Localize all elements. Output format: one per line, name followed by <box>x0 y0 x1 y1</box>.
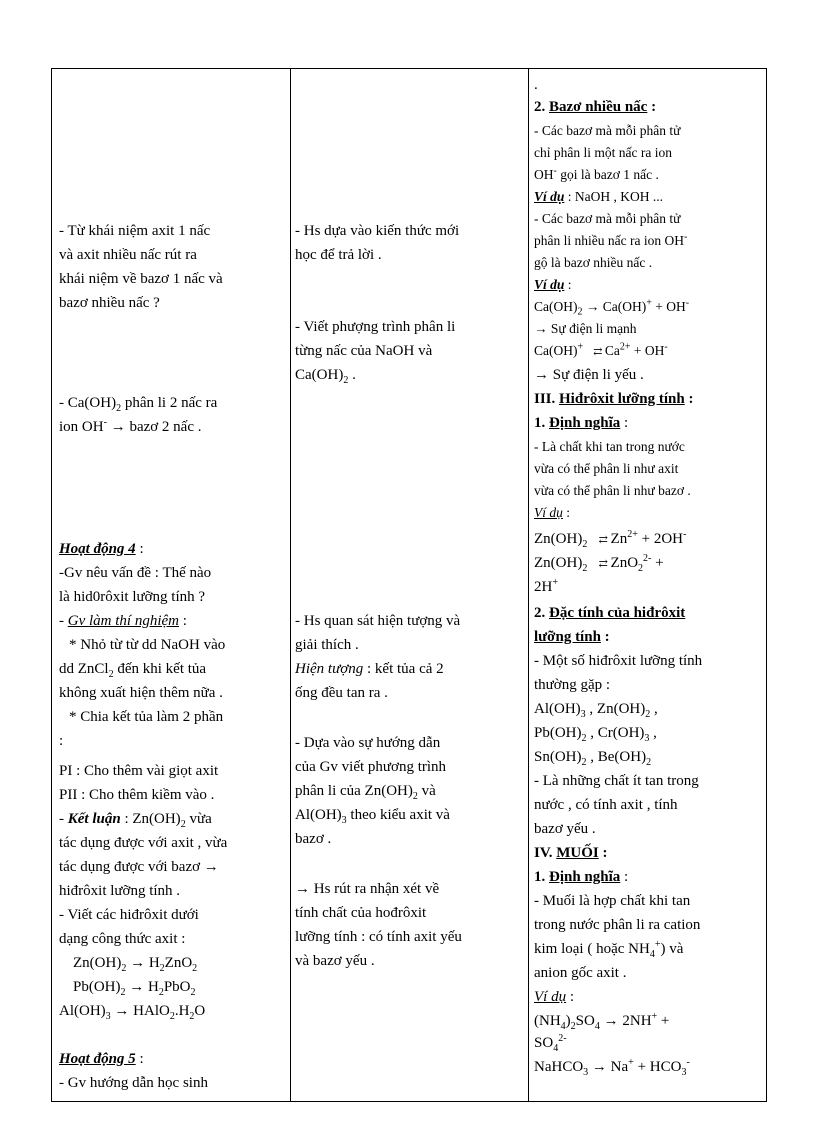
text-line: $Al(OH)_3$ theo kiểu axit và <box>295 807 450 826</box>
text-line: học để trả lời . <box>295 247 382 263</box>
text-line: $Al(OH)_3$ , $Zn(OH)_2$ , <box>534 701 658 720</box>
text-line: → Hs rút ra nhận xét về <box>295 881 440 897</box>
text-line: kim loại ( hoặc $NH_4^+$) và <box>534 939 684 960</box>
activity-4-heading: Hoạt động 4 : <box>59 541 144 557</box>
text-line: - Viết phượng trình phân li <box>295 319 456 335</box>
section-heading: IV. MUỐI : <box>534 845 608 861</box>
text-line: $Pb(OH)_2 \to H_2PbO_2$ <box>73 979 196 998</box>
text-line: hiđrôxit lưỡng tính . <box>59 883 181 899</box>
text-line: $(NH_4)_2SO_4 \to 2NH^+$ + <box>534 1011 670 1032</box>
text-line: bazơ . <box>295 831 332 847</box>
text-line: $Ca(OH)_2$ . <box>295 367 356 386</box>
text-line: - Gv làm thí nghiệm : <box>59 613 187 629</box>
text-line: giải thích . <box>295 637 359 653</box>
text-line: -Gv nêu vấn đề : Thế nào <box>59 565 212 581</box>
column-divider-2 <box>528 69 529 1101</box>
text-line: vừa có thể phân li như bazơ . <box>534 483 691 498</box>
text-line: - Gv hướng dẫn học sinh <box>59 1075 208 1091</box>
text-line: Ví dụ : <box>534 505 571 520</box>
text-line: PII : Cho thêm kiềm vào . <box>59 787 215 803</box>
text-line: lưỡng tính : có tính axit yếu <box>295 929 462 945</box>
text-line: thường gặp : <box>534 677 611 693</box>
text-line: tính chất của hođrôxit <box>295 905 427 921</box>
teacher-activity-column <box>59 69 287 1101</box>
text-line: anion gốc axit . <box>534 965 627 981</box>
subsection-heading: 1. Định nghĩa : <box>534 415 629 431</box>
text-line: * Chia kết tủa làm 2 phần <box>69 709 224 725</box>
content-column <box>534 69 766 1101</box>
text-line: - Là những chất ít tan trong <box>534 773 699 789</box>
text-line: $Zn(OH)_2$ ⇄ $Zn^{2+} + 2OH^-$ <box>534 529 687 550</box>
text-line: phân li nhiều nấc ra ion OH- <box>534 231 688 248</box>
equilibrium-arrow-icon: ⇄ <box>593 346 602 358</box>
text-line: - Các bazơ mà mỗi phân tử <box>534 211 681 226</box>
text-line: - Từ khái niệm axit 1 nấc <box>59 223 211 239</box>
text-line: . <box>534 77 538 93</box>
text-line: * Nhỏ từ từ dd NaOH vào <box>69 637 226 653</box>
text-line: - Một số hiđrôxit lưỡng tính <box>534 653 703 669</box>
text-line: Ví dụ : <box>534 277 572 292</box>
text-line: - $Ca(OH)_2$ phân li 2 nấc ra <box>59 395 218 414</box>
text-line: - Hs dựa vào kiến thức mới <box>295 223 460 239</box>
text-line: vừa có thể phân li như axit <box>534 461 679 476</box>
text-line: Ca(OH)+ ⇄ $Ca^{2+} + OH^-$ <box>534 341 668 358</box>
text-line: ống đều tan ra . <box>295 685 388 701</box>
activity-5-heading: Hoạt động 5 : <box>59 1051 144 1067</box>
text-line: : <box>59 733 64 749</box>
text-line: Ví dụ : <box>534 989 575 1005</box>
text-line: OH- gọi là bazơ 1 nấc . <box>534 165 659 182</box>
text-line: dd ZnCl$_2$ đến khi kết tủa <box>59 661 207 680</box>
text-line: - Muối là hợp chất khi tan <box>534 893 691 909</box>
text-line: gộ là bazơ nhiều nấc . <box>534 255 653 270</box>
text-line: và axit nhiều nấc rút ra <box>59 247 197 263</box>
text-line: tác dụng được với bazơ → <box>59 859 219 875</box>
text-line: tác dụng được với axit , vừa <box>59 835 228 851</box>
text-line: 2H+ <box>534 577 558 595</box>
text-line: - Là chất khi tan trong nước <box>534 439 685 454</box>
text-line: → Sự điện li yếu . <box>534 367 644 383</box>
text-line: $SO_4^{2-}$ <box>534 1033 567 1054</box>
text-line: Ví dụ : NaOH , KOH ... <box>534 189 664 204</box>
equilibrium-arrow-icon: ⇄ <box>598 558 607 570</box>
text-line: NaHCO$_3$ → $Na^+ + HCO_3^-$ <box>534 1057 690 1078</box>
text-line: → Sự điện li mạnh <box>534 321 637 336</box>
subsection-heading-cont: lưỡng tính : <box>534 629 610 645</box>
text-line: chỉ phân li một nấc ra ion <box>534 145 672 160</box>
text-line: - Viết các hiđrôxit dưới <box>59 907 199 923</box>
text-line: $Zn(OH)_2 \to H_2ZnO_2$ <box>73 955 198 974</box>
text-line: $Ca(OH)_2 \to Ca(OH)^+ + OH^-$ <box>534 297 690 318</box>
equilibrium-arrow-icon: ⇄ <box>598 534 607 546</box>
text-line: và bazơ yếu . <box>295 953 375 969</box>
text-line: của Gv viết phương trình <box>295 759 447 775</box>
column-divider-1 <box>290 69 291 1101</box>
text-line: $Sn(OH)_2$ , $Be(OH)_2$ <box>534 749 652 768</box>
section-heading: 2. Bazơ nhiều nấc : <box>534 99 657 115</box>
text-line: từng nấc của NaOH và <box>295 343 433 359</box>
text-line: là hid0rôxit lưỡng tính ? <box>59 589 206 605</box>
text-line: - Các bazơ mà mỗi phân tử <box>534 123 681 138</box>
text-line: ion OH- → bazơ 2 nấc . <box>59 417 202 435</box>
text-line: bazơ nhiều nấc ? <box>59 295 160 311</box>
text-line: không xuất hiện thêm nữa . <box>59 685 223 701</box>
text-line: dạng công thức axit : <box>59 931 186 947</box>
text-line: - Hs quan sát hiện tượng và <box>295 613 461 629</box>
subsection-heading: 1. Định nghĩa : <box>534 869 629 885</box>
subsection-heading: 2. Đặc tính của hiđrôxit <box>534 605 686 621</box>
text-line: khái niệm về bazơ 1 nấc và <box>59 271 223 287</box>
text-line: $Pb(OH)_2$ , $Cr(OH)_3$ , <box>534 725 657 744</box>
text-line: bazơ yếu . <box>534 821 596 837</box>
section-heading: III. Hiđrôxit lưỡng tính : <box>534 391 694 407</box>
text-line: nước , có tính axit , tính <box>534 797 678 813</box>
text-line: $Al(OH)_3$ → $HAlO_2.H_2O$ <box>59 1003 206 1022</box>
text-line: $Zn(OH)_2$ ⇄ ZnO$_2^{2-}$ + <box>534 553 664 574</box>
text-line: phân li của $Zn(OH)_2$ và <box>295 783 436 802</box>
text-line: - Dựa vào sự hướng dẫn <box>295 735 441 751</box>
student-activity-column <box>295 69 523 1101</box>
text-line: - Kết luận : $Zn(OH)_2$ vừa <box>59 811 212 830</box>
text-line: trong nước phân li ra cation <box>534 917 701 933</box>
text-line: Hiện tượng : kết tủa cả 2 <box>295 661 444 677</box>
text-line: PI : Cho thêm vài giọt axit <box>59 763 219 779</box>
lesson-table <box>51 68 767 1102</box>
